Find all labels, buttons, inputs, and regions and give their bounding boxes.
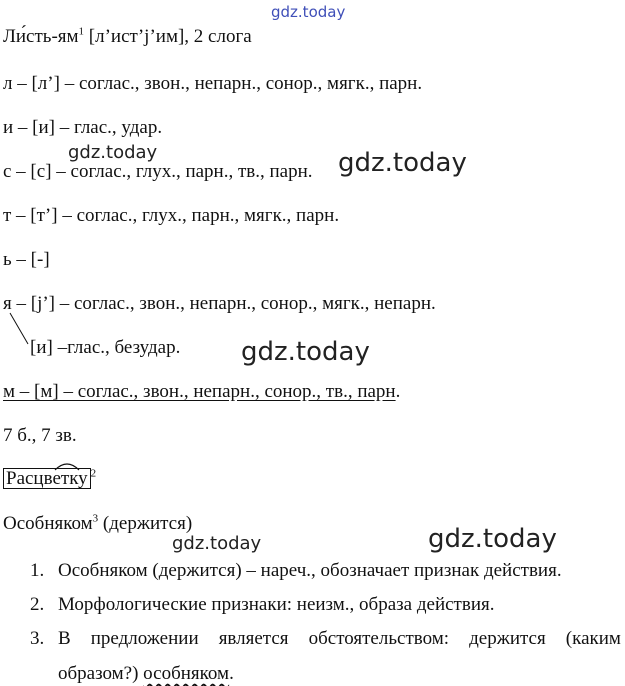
word: Ли́сть-ям [3, 26, 79, 47]
phonetic-line: ь – [-] [3, 249, 50, 270]
watermark: gdz.today [172, 533, 262, 554]
phonetic-line: и – [и] – глас., удар. [3, 117, 163, 138]
list-number: 1. [30, 560, 45, 581]
phonetic-line: с – [с] – соглас., глух., парн., тв., парн. [3, 161, 313, 182]
list-text-justified [58, 628, 621, 650]
watermark-top: gdz.today [271, 3, 346, 21]
list-word: В [58, 628, 71, 649]
watermark: gdz.today [241, 337, 370, 367]
list-text [58, 663, 234, 685]
underlined-text: м – [м] – соглас., звон., непарн., сонор., тв., парн [3, 381, 396, 402]
word-heading [3, 26, 252, 48]
list-text-suffix: . [229, 663, 234, 684]
footnote-mark: 2 [90, 467, 97, 480]
watermark: gdz.today [338, 148, 467, 178]
word-context: (держится) [98, 513, 193, 534]
word-morphemes [3, 468, 96, 490]
word-heading [3, 513, 192, 535]
watermark: gdz.today [428, 524, 557, 554]
footnote-mark: 3 [92, 512, 99, 525]
phonetic-line-underlined [3, 381, 400, 403]
phonetic-line: т – [т’] – соглас., глух., парн., мягк., парн. [3, 205, 340, 226]
phonetic-line: л – [л’] – соглас., звон., непарн., сонор., мягк., парн. [3, 73, 423, 94]
watermark: gdz.today [68, 142, 158, 163]
summary: 7 б., 7 зв. [3, 425, 77, 446]
word: Расцветку [6, 468, 88, 489]
transcription: [л’ист’j’им], 2 слога [84, 26, 252, 47]
footnote-mark: 1 [78, 25, 85, 38]
phonetic-line: я – [j’] – соглас., звон., непарн., сонор., мягк., непарн. [3, 293, 436, 314]
list-text-prefix: образом?) [58, 663, 144, 684]
list-number: 3. [30, 628, 45, 649]
morpheme-box [3, 468, 91, 489]
wavy-underlined-word: особняком [143, 663, 230, 684]
list-word: является [218, 628, 289, 649]
list-word: предложении [90, 628, 199, 649]
root-arc [54, 461, 80, 471]
end-dot: . [395, 381, 401, 402]
list-word: обстоятельством: [308, 628, 450, 649]
branch-line [8, 311, 32, 347]
word: Особняком [3, 513, 93, 534]
list-number: 2. [30, 594, 45, 615]
list-word: держится [469, 628, 546, 649]
list-text: Особняком (держится) – нареч., обозначает признак действия. [58, 560, 562, 581]
list-text: Морфологические признаки: неизм., образа действия. [58, 594, 495, 615]
phonetic-line: [и] –глас., безудар. [30, 337, 181, 358]
list-word: (каким [565, 628, 621, 649]
